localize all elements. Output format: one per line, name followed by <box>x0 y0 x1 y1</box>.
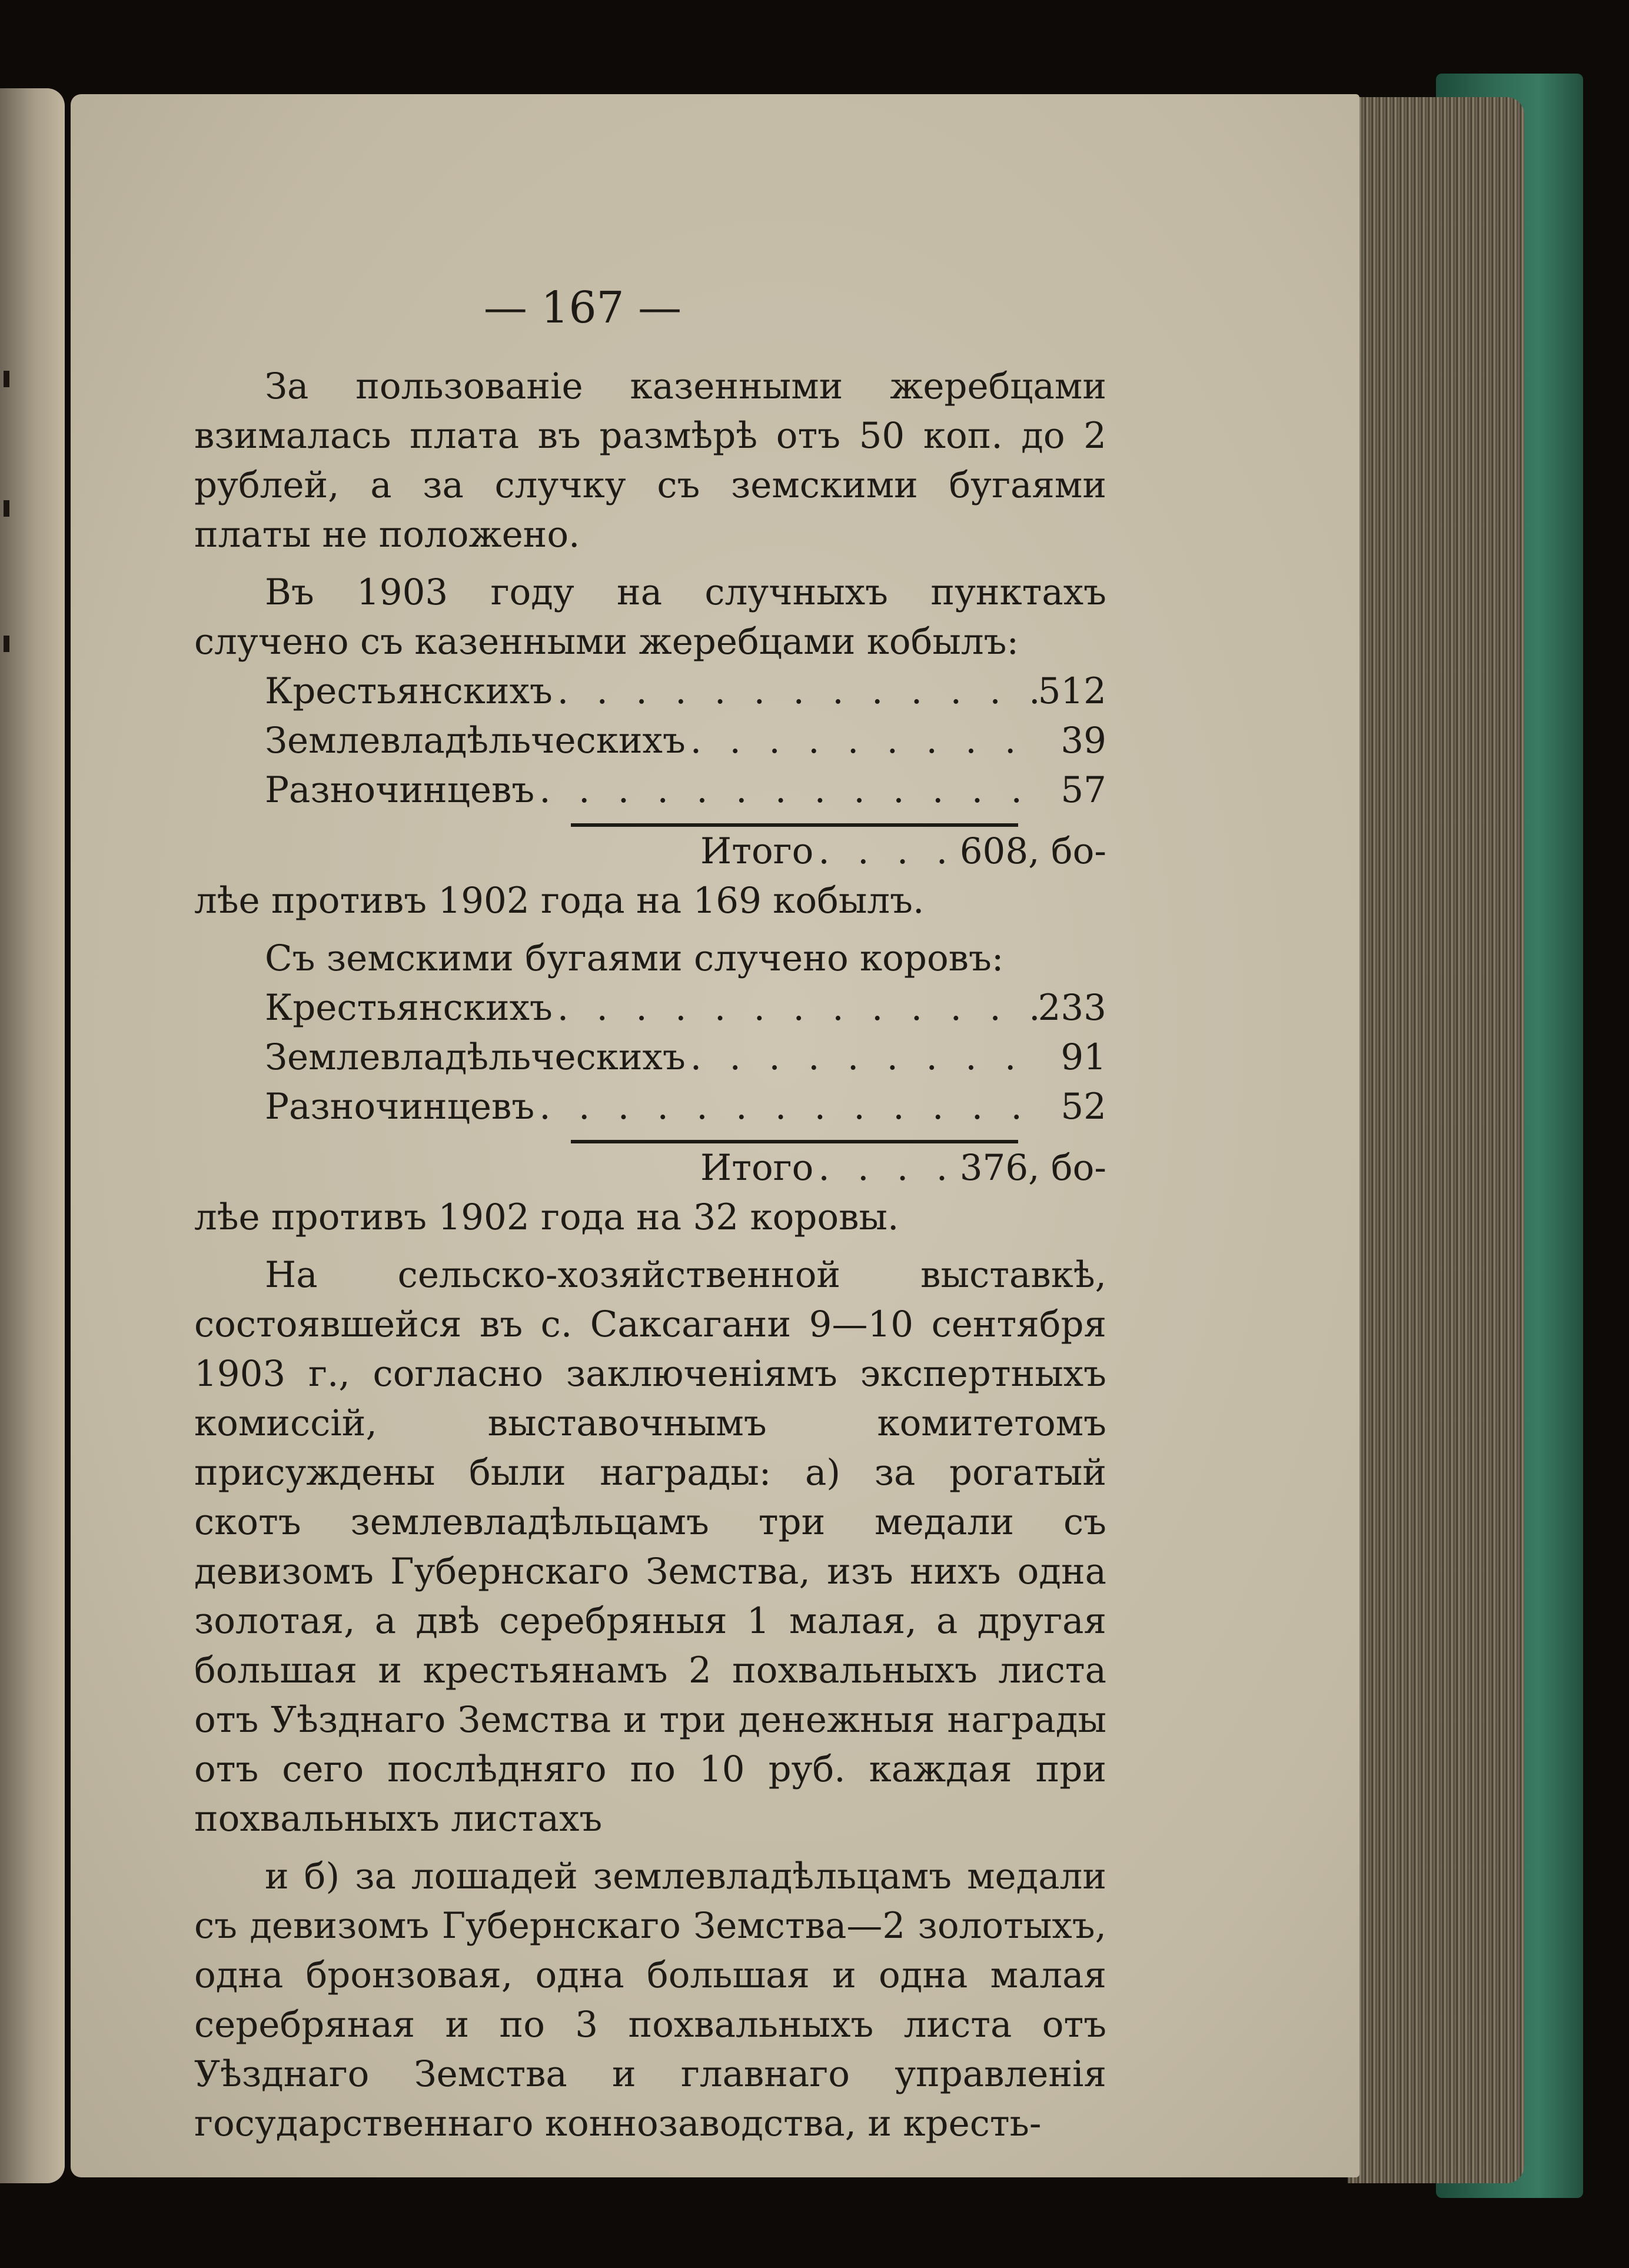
total-row <box>700 827 1106 876</box>
total-label: Итого <box>700 1147 814 1189</box>
row-label: Крестьянскихъ <box>265 987 553 1029</box>
table-row <box>265 667 1106 716</box>
table-row <box>265 716 1106 766</box>
paragraph: Въ 1903 году на случныхъ пунктахъ случено съ казенными жеребцами кобылъ: <box>194 571 1106 663</box>
book-page <box>71 94 1359 2177</box>
left-page-mark <box>4 500 9 517</box>
total-value: 376, бо- <box>959 1147 1106 1189</box>
paragraph: За пользованіе казенными жеребцами взималась плата въ размѣрѣ отъ 50 коп. до 2 рублей, а за случку съ земскими бугаями платы не положено. <box>194 365 1106 556</box>
total-value: 608, бо- <box>959 830 1106 872</box>
page-text <box>194 362 1106 2149</box>
table-row <box>265 1082 1106 1132</box>
row-label: Разночинцевъ <box>265 1086 535 1128</box>
row-value: 233 <box>1038 987 1106 1029</box>
page-number: — 167 — <box>483 282 682 333</box>
row-value: 52 <box>1060 1086 1106 1128</box>
paragraph: и б) за лошадей землевладѣльцамъ медали съ девизомъ Губернскаго Земства—2 золотыхъ, одна бронзовая, одна большая и одна малая серебряная и по 3 похвальныхъ листа отъ Уѣзднаго Земства и главнаго управленія государственнаго коннозаводства, и кресть- <box>194 1855 1106 2144</box>
row-label: Землевладѣльческихъ <box>265 1036 686 1078</box>
paragraph: Съ земскими бугаями случено коровъ: <box>265 937 1004 979</box>
left-page-mark <box>4 371 9 387</box>
total-row <box>700 1143 1106 1193</box>
row-value: 512 <box>1038 670 1106 712</box>
table-row <box>265 766 1106 815</box>
page-block-edges <box>1348 97 1524 2183</box>
table-row <box>265 1033 1106 1082</box>
row-label: Разночинцевъ <box>265 769 535 811</box>
paragraph: лѣе противъ 1902 года на 169 кобылъ. <box>194 880 925 922</box>
paragraph: На сельско-хозяйственной выставкѣ, состоявшейся въ с. Саксагани 9—10 сентября 1903 г., согласно заключеніямъ экспертныхъ комиссій, выставочнымъ комитетомъ присуждены были награды: а) за рогатый скотъ землевладѣльцамъ три медали съ девизомъ Губернскаго Земства, изъ нихъ одна золотая, а двѣ серебряныя 1 малая, а другая большая и крестьянамъ 2 похвальныхъ листа отъ Уѣзднаго Земства и три денежныя награды отъ сего послѣдняго по 10 руб. каждая при похвальныхъ листахъ <box>194 1254 1106 1840</box>
table-row <box>265 983 1106 1033</box>
left-page-mark <box>4 636 9 652</box>
paragraph: лѣе противъ 1902 года на 32 коровы. <box>194 1196 899 1238</box>
row-value: 91 <box>1060 1036 1106 1078</box>
total-label: Итого <box>700 830 814 872</box>
row-value: 57 <box>1060 769 1106 811</box>
row-value: 39 <box>1060 720 1106 761</box>
row-label: Землевладѣльческихъ <box>265 720 686 761</box>
row-label: Крестьянскихъ <box>265 670 553 712</box>
left-page-edge <box>0 88 65 2183</box>
